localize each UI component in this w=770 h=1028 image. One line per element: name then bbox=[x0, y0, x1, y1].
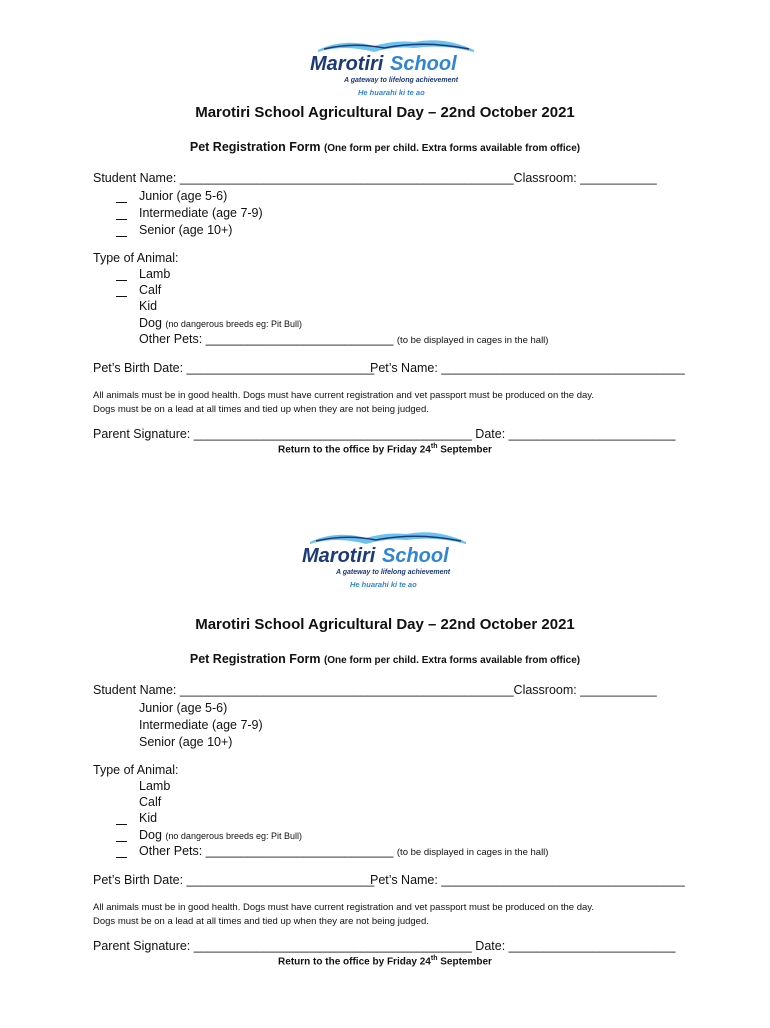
form-subtitle bbox=[0, 652, 770, 666]
logo-name-part2: School bbox=[390, 53, 457, 75]
age-option-label: Senior (age 10+) bbox=[139, 735, 233, 749]
age-option-senior[interactable] bbox=[116, 223, 232, 237]
animal-option-other[interactable] bbox=[116, 332, 548, 346]
logo-tagline: A gateway to lifelong achievement bbox=[344, 77, 459, 84]
return-sup: th bbox=[430, 443, 438, 450]
checkbox-blank[interactable] bbox=[116, 227, 127, 237]
health-note-line2: Dogs must be on a lead at all times and tied up when they are not being judged. bbox=[93, 916, 429, 927]
return-text-end: September bbox=[437, 444, 492, 456]
subtitle-note: (One form per child. Extra forms available from office) bbox=[323, 655, 581, 666]
logo-name-part2: School bbox=[382, 545, 449, 567]
form-subtitle bbox=[0, 140, 770, 154]
animal-option-dog[interactable] bbox=[116, 316, 302, 330]
pet-name-field[interactable]: Pet’s Name: ___________________________________ bbox=[370, 873, 685, 887]
animal-option-label: Calf bbox=[139, 283, 162, 297]
checkbox-blank[interactable] bbox=[116, 304, 127, 313]
animal-option-lamb[interactable] bbox=[116, 267, 170, 281]
form-title: Marotiri School Agricultural Day – 22nd October 2021 bbox=[195, 616, 575, 633]
checkbox-blank[interactable] bbox=[116, 706, 127, 715]
age-option-label: Intermediate (age 7-9) bbox=[139, 718, 263, 732]
logo-name-part1: Marotiri bbox=[310, 53, 384, 75]
checkbox-blank[interactable] bbox=[116, 210, 127, 220]
subtitle-note: (One form per child. Extra forms available from office) bbox=[323, 143, 581, 154]
checkbox-blank[interactable] bbox=[116, 287, 127, 297]
checkbox-blank[interactable] bbox=[116, 815, 127, 825]
school-logo bbox=[296, 528, 476, 598]
age-option-senior[interactable] bbox=[116, 735, 232, 749]
age-option-label: Junior (age 5-6) bbox=[139, 701, 228, 715]
subtitle-main: Pet Registration Form bbox=[189, 140, 321, 154]
age-option-intermediate[interactable] bbox=[116, 206, 263, 220]
health-note-line1: All animals must be in good health. Dogs must have current registration and vet passport must be produced on the day. bbox=[93, 902, 594, 913]
subtitle-main: Pet Registration Form bbox=[189, 652, 321, 666]
logo-motto: He huarahi ki te ao bbox=[358, 88, 425, 97]
animal-option-kid[interactable] bbox=[116, 299, 157, 313]
dog-note: (no dangerous breeds eg: Pit Bull) bbox=[165, 831, 303, 841]
health-note-line1: All animals must be in good health. Dogs must have current registration and vet passport must be produced on the day. bbox=[93, 390, 594, 401]
school-logo bbox=[304, 36, 484, 106]
animal-option-label: Other Pets: ___________________________ bbox=[139, 844, 394, 858]
animal-option-kid[interactable] bbox=[116, 811, 157, 825]
form-title: Marotiri School Agricultural Day – 22nd October 2021 bbox=[195, 104, 575, 121]
animal-option-label: Dog bbox=[139, 316, 162, 330]
age-option-label: Junior (age 5-6) bbox=[139, 189, 228, 203]
animal-option-other[interactable] bbox=[116, 844, 548, 858]
return-text: Return to the office by Friday 24 bbox=[278, 956, 431, 968]
checkbox-blank[interactable] bbox=[116, 800, 127, 809]
logo-tagline: A gateway to lifelong achievement bbox=[336, 569, 451, 576]
animal-type-label: Type of Animal: bbox=[93, 763, 179, 777]
dog-note: (no dangerous breeds eg: Pit Bull) bbox=[165, 319, 303, 329]
checkbox-blank[interactable] bbox=[116, 740, 127, 749]
animal-option-calf[interactable] bbox=[116, 283, 161, 297]
checkbox-blank[interactable] bbox=[116, 271, 127, 281]
health-note-line2: Dogs must be on a lead at all times and tied up when they are not being judged. bbox=[93, 404, 429, 415]
pet-birth-date-field[interactable]: Pet’s Birth Date: ___________________________ bbox=[93, 873, 375, 887]
age-option-label: Senior (age 10+) bbox=[139, 223, 233, 237]
registration-form-top bbox=[0, 36, 770, 536]
animal-option-label: Kid bbox=[139, 811, 158, 825]
animal-option-label: Dog bbox=[139, 828, 162, 842]
return-instruction bbox=[0, 955, 770, 967]
animal-option-label: Lamb bbox=[139, 267, 171, 281]
animal-option-label: Kid bbox=[139, 299, 158, 313]
animal-type-label: Type of Animal: bbox=[93, 251, 179, 265]
checkbox-blank[interactable] bbox=[116, 337, 127, 346]
age-option-intermediate[interactable] bbox=[116, 718, 263, 732]
registration-form-bottom bbox=[0, 528, 770, 1028]
checkbox-blank[interactable] bbox=[116, 848, 127, 858]
return-text: Return to the office by Friday 24 bbox=[278, 444, 431, 456]
other-pets-note: (to be displayed in cages in the hall) bbox=[396, 335, 549, 346]
student-name-field[interactable]: Student Name: ________________________________________________Classroom: ___________ bbox=[93, 683, 657, 697]
return-text-end: September bbox=[437, 956, 492, 968]
age-option-label: Intermediate (age 7-9) bbox=[139, 206, 263, 220]
age-option-junior[interactable] bbox=[116, 189, 227, 203]
parent-signature-field[interactable]: Parent Signature: ________________________________________ Date: ________________________ bbox=[93, 939, 676, 953]
checkbox-blank[interactable] bbox=[116, 193, 127, 203]
animal-option-calf[interactable] bbox=[116, 795, 161, 809]
animal-option-label: Lamb bbox=[139, 779, 171, 793]
checkbox-blank[interactable] bbox=[116, 321, 127, 330]
return-sup: th bbox=[430, 955, 438, 962]
pet-birth-date-field[interactable]: Pet’s Birth Date: ___________________________ bbox=[93, 361, 375, 375]
pet-name-field[interactable]: Pet’s Name: ___________________________________ bbox=[370, 361, 685, 375]
student-name-field[interactable]: Student Name: ________________________________________________Classroom: ___________ bbox=[93, 171, 657, 185]
animal-option-label: Calf bbox=[139, 795, 162, 809]
animal-option-label: Other Pets: ___________________________ bbox=[139, 332, 394, 346]
age-option-junior[interactable] bbox=[116, 701, 227, 715]
animal-option-dog[interactable] bbox=[116, 828, 302, 842]
checkbox-blank[interactable] bbox=[116, 723, 127, 732]
logo-motto: He huarahi ki te ao bbox=[350, 580, 417, 589]
parent-signature-field[interactable]: Parent Signature: ________________________________________ Date: ________________________ bbox=[93, 427, 676, 441]
animal-option-lamb[interactable] bbox=[116, 779, 170, 793]
return-instruction bbox=[0, 443, 770, 455]
logo-name-part1: Marotiri bbox=[302, 545, 376, 567]
other-pets-note: (to be displayed in cages in the hall) bbox=[396, 847, 549, 858]
checkbox-blank[interactable] bbox=[116, 832, 127, 842]
checkbox-blank[interactable] bbox=[116, 784, 127, 793]
